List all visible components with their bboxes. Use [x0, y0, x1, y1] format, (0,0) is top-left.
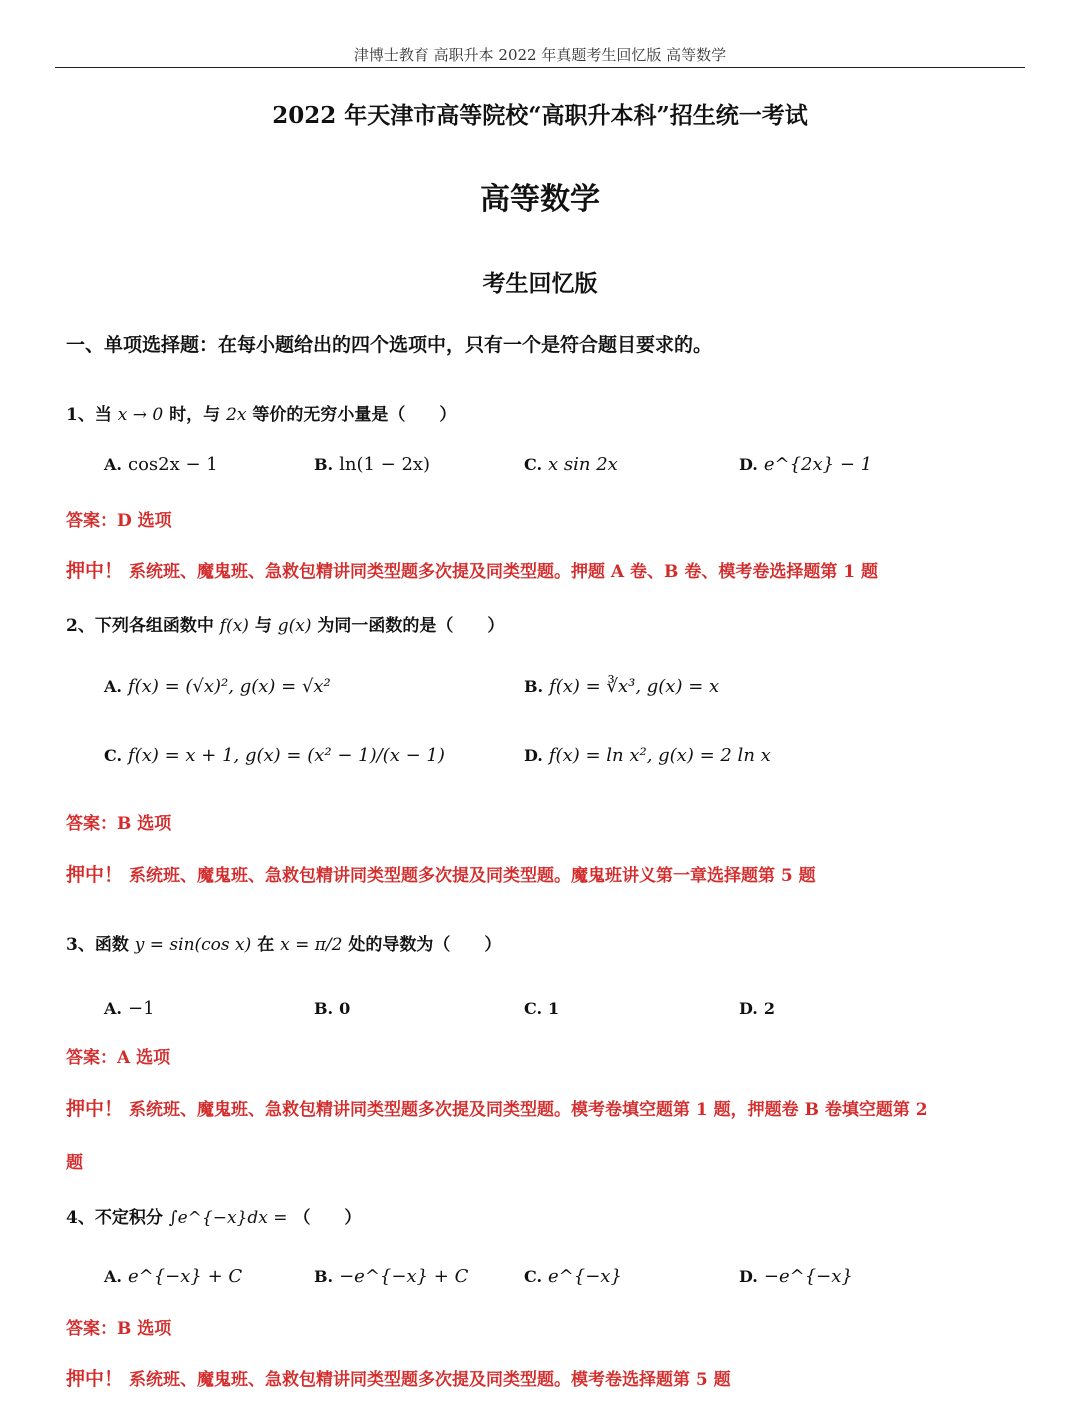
stem-text: 处的导数为（ ） [348, 935, 502, 955]
option-text: −e^{−x} + C [339, 1266, 469, 1287]
stem-text: 与 [254, 616, 272, 636]
question-number: 3、 [66, 935, 95, 955]
question-4-note [66, 1364, 731, 1391]
stem-math: y = sin(cos x) [134, 935, 252, 955]
option-label: D. [739, 455, 758, 474]
question-3-option-b [314, 998, 350, 1019]
option-label: C. [524, 1267, 543, 1286]
question-2-stem [66, 611, 504, 636]
option-label: A. [104, 1267, 122, 1286]
option-text: −e^{−x} [763, 1266, 853, 1287]
stem-text: 等价的无穷小量是（ ） [252, 405, 457, 425]
option-text: e^{2x} − 1 [763, 454, 873, 475]
question-1-option-a [104, 454, 218, 475]
option-label: C. [104, 746, 123, 765]
option-label: B. [314, 999, 334, 1018]
option-label: C. [524, 999, 543, 1018]
option-text: ln(1 − 2x) [339, 454, 431, 475]
option-label: D. [524, 746, 543, 765]
note-text: 系统班、魔鬼班、急救包精讲同类型题多次提及同类型题。押题 A 卷、B 卷、模考卷选择题第 1 题 [129, 562, 878, 582]
note-text: 系统班、魔鬼班、急救包精讲同类型题多次提及同类型题。魔鬼班讲义第一章选择题第 5 题 [129, 866, 816, 886]
question-1-note [66, 556, 878, 583]
stem-text: 当 [94, 405, 112, 425]
question-3-answer: 答案：A 选项 [66, 1048, 171, 1068]
stem-math: 2x [226, 405, 247, 425]
stem-math: f(x) [219, 616, 249, 636]
question-3-stem [66, 930, 501, 955]
question-number: 1、 [66, 405, 95, 425]
option-label: D. [739, 999, 758, 1018]
header-divider [55, 67, 1025, 68]
question-1-stem [66, 400, 456, 425]
question-1-option-b [314, 454, 430, 475]
note-lead: 押中！ [66, 1098, 124, 1120]
section-heading: 一、单项选择题：在每小题给出的四个选项中，只有一个是符合题目要求的。 [66, 334, 713, 356]
note-lead: 押中！ [66, 560, 124, 582]
question-3-note [66, 1094, 928, 1121]
option-text: f(x) = ∛x³, g(x) = x [549, 676, 720, 697]
question-2-option-a [104, 676, 331, 697]
question-number: 2、 [66, 616, 95, 636]
question-4-option-c [524, 1266, 622, 1287]
note-lead: 押中！ [66, 864, 124, 886]
stem-text: 函数 [94, 935, 129, 955]
question-2-answer: 答案：B 选项 [66, 814, 172, 834]
question-number: 4、 [66, 1208, 95, 1228]
stem-math: ∫e^{−x}dx = [168, 1208, 288, 1228]
question-1-answer: 答案：D 选项 [66, 511, 172, 531]
option-text: 0 [339, 999, 351, 1018]
question-1-option-d [739, 454, 872, 475]
question-2-note [66, 860, 816, 887]
note-text: 系统班、魔鬼班、急救包精讲同类型题多次提及同类型题。模考卷选择题第 5 题 [129, 1370, 731, 1390]
question-4-option-a [104, 1266, 242, 1287]
option-text: −1 [127, 998, 155, 1019]
page-header: 津博士教育 高职升本 2022 年真题考生回忆版 高等数学 [353, 46, 727, 64]
option-label: A. [104, 455, 122, 474]
stem-text: 为同一函数的是（ ） [317, 616, 505, 636]
exam-title: 2022 年天津市高等院校“高职升本科”招生统一考试 [272, 102, 808, 129]
question-3-option-a [104, 998, 155, 1019]
question-4-answer: 答案：B 选项 [66, 1319, 172, 1339]
option-label: D. [739, 1267, 758, 1286]
option-label: B. [314, 455, 334, 474]
stem-text: （ ） [293, 1208, 362, 1228]
option-text: f(x) = x + 1, g(x) = (x² − 1)/(x − 1) [128, 745, 445, 766]
note-text: 系统班、魔鬼班、急救包精讲同类型题多次提及同类型题。模考卷填空题第 1 题，押题卷 B 卷填空题第 2 [129, 1100, 928, 1120]
option-label: B. [314, 1267, 334, 1286]
question-3-option-d [739, 998, 775, 1019]
question-4-stem [66, 1203, 361, 1228]
option-text: x sin 2x [548, 454, 618, 475]
option-text: e^{−x} + C [127, 1266, 243, 1287]
stem-text: 时，与 [169, 405, 221, 425]
stem-text: 在 [257, 935, 275, 955]
note-lead: 押中！ [66, 1368, 124, 1390]
stem-math: g(x) [277, 616, 312, 636]
option-text: 2 [763, 999, 776, 1018]
stem-text: 不定积分 [94, 1208, 163, 1228]
question-3-note-continued: 题 [66, 1153, 83, 1173]
question-3-option-c [524, 998, 559, 1019]
stem-math: x = π/2 [280, 935, 343, 955]
option-text: f(x) = ln x², g(x) = 2 ln x [548, 745, 771, 766]
option-text: cos2x − 1 [127, 454, 218, 475]
stem-math: x → 0 [117, 405, 164, 425]
option-label: A. [104, 999, 122, 1018]
question-2-option-b [524, 676, 719, 697]
option-text: e^{−x} [548, 1266, 622, 1287]
option-label: A. [104, 677, 122, 696]
option-label: B. [524, 677, 544, 696]
question-4-option-b [314, 1266, 468, 1287]
edition-title: 考生回忆版 [482, 270, 598, 297]
question-2-option-c [104, 745, 445, 766]
stem-text: 下列各组函数中 [94, 616, 214, 636]
option-label: C. [524, 455, 543, 474]
question-1-option-c [524, 454, 618, 475]
subject-title: 高等数学 [480, 182, 600, 217]
question-4-option-d [739, 1266, 853, 1287]
option-text: f(x) = (√x)², g(x) = √x² [127, 676, 331, 697]
option-text: 1 [548, 999, 560, 1018]
question-2-option-d [524, 745, 771, 766]
